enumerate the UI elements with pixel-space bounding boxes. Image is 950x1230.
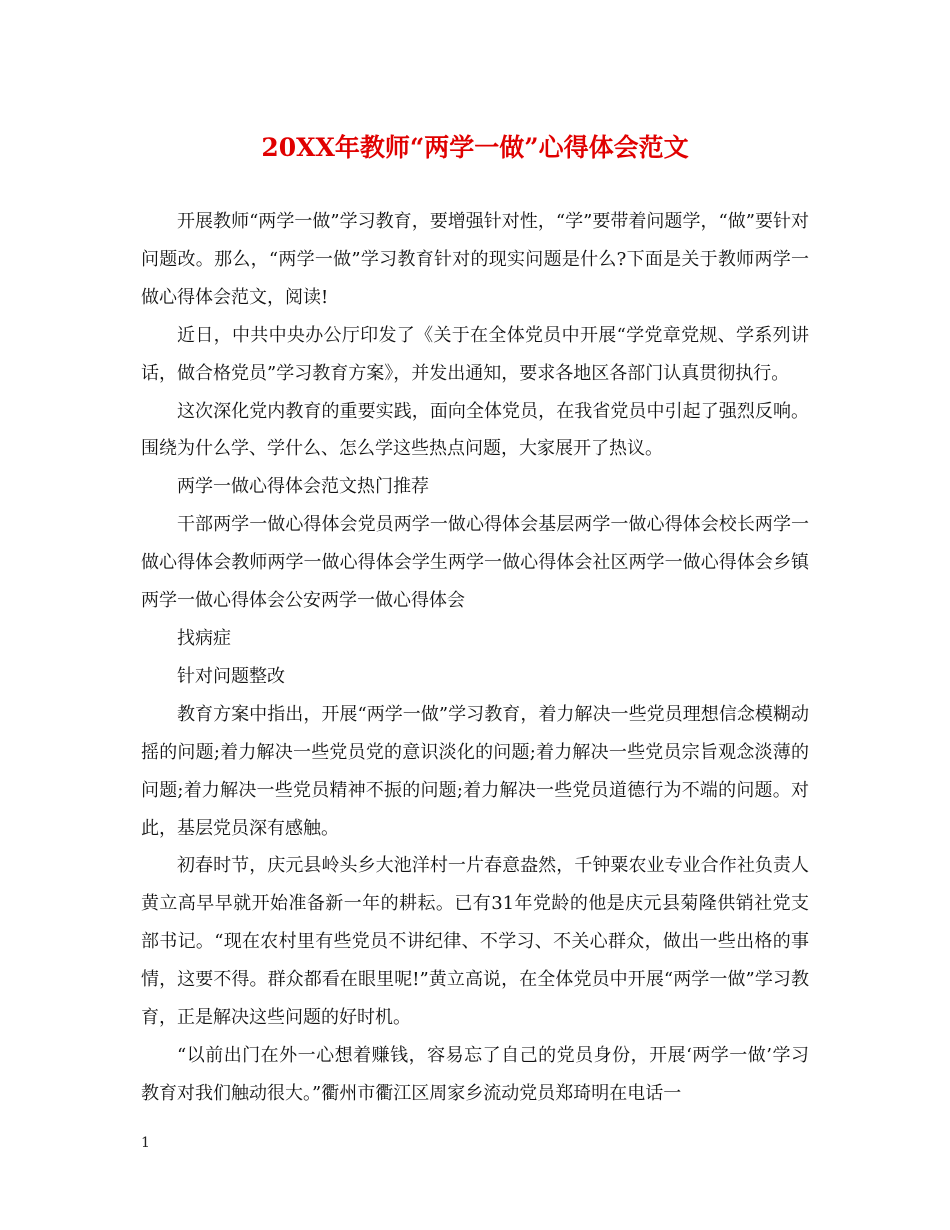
paragraph: 找病症 — [177, 627, 231, 649]
paragraph: 干部两学一做心得体会党员两学一做心得体会基层两学一做心得体会校长两学一做心得体会教师两学一做心得体会学生两学一做心得体会社区两学一做心得体会乡镇两学一做心得体会公安两学一做心得体会 — [141, 514, 809, 612]
paragraph: 针对问题整改 — [177, 665, 285, 687]
paragraph: “以前出门在外一心想着赚钱，容易忘了自己的党员身份，开展‘两学一做’学习教育对我们触动很大。”衢州市衢江区周家乡流动党员郑琦明在电话一 — [141, 1044, 809, 1104]
paragraph: 这次深化党内教育的重要实践，面向全体党员，在我省党员中引起了强烈反响。围绕为什么学、学什么、怎么学这些热点问题，大家展开了热议。 — [141, 400, 809, 460]
document-body — [141, 203, 809, 1113]
paragraph: 教育方案中指出，开展“两学一做”学习教育，着力解决一些党员理想信念模糊动摇的问题;着力解决一些党员党的意识淡化的问题;着力解决一些党员宗旨观念淡薄的问题;着力解决一些党员精神不振的问题;着力解决一些党员道德行为不端的问题。对此，基层党员深有感触。 — [141, 703, 809, 839]
paragraph: 近日，中共中央办公厅印发了《关于在全体党员中开展“学党章党规、学系列讲话，做合格党员”学习教育方案》，并发出通知，要求各地区各部门认真贯彻执行。 — [141, 324, 809, 384]
paragraph: 开展教师“两学一做”学习教育，要增强针对性，“学”要带着问题学，“做”要针对问题改。那么，“两学一做”学习教育针对的现实问题是什么?下面是关于教师两学一做心得体会范文，阅读! — [141, 211, 809, 308]
paragraph: 两学一做心得体会范文热门推荐 — [177, 476, 429, 498]
page-number: 1 — [141, 1135, 150, 1151]
document-title: 20XX年教师“两学一做”心得体会范文 — [261, 133, 689, 162]
paragraph: 初春时节，庆元县岭头乡大池洋村一片春意盎然，千钟粟农业专业合作社负责人黄立高早早就开始准备新一年的耕耘。已有31年党龄的他是庆元县菊隆供销社党支部书记。“现在农村里有些党员不讲纪律、不学习、不关心群众，做出一些出格的事情，这要不得。群众都看在眼里呢!”黄立高说，在全体党员中开展“两学一做”学习教育，正是解决这些问题的好时机。 — [141, 855, 809, 1029]
